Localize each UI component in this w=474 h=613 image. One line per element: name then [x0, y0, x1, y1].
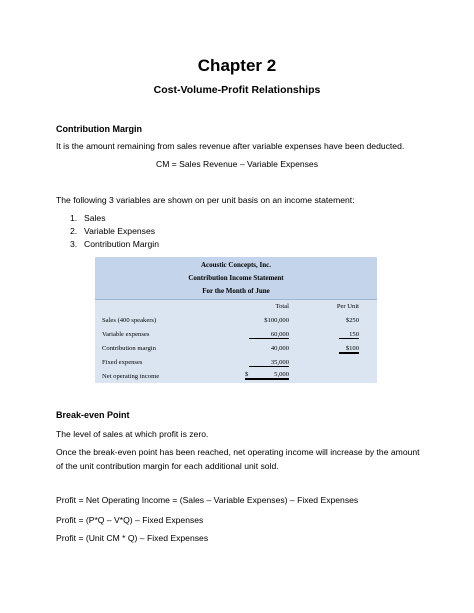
income-statement-table [95, 257, 377, 383]
list-item: 1. Sales [70, 213, 106, 223]
row-label-fixed-expenses: Fixed expenses [102, 359, 143, 366]
row-total-variable-expenses: 60,000 [249, 331, 289, 339]
contribution-margin-definition: It is the amount remaining from sales revenue after variable expenses have been deducted. [56, 141, 405, 151]
profit-formula-2: Profit = (P*Q – V*Q) – Fixed Expenses [56, 515, 204, 525]
chapter-subtitle: Cost-Volume-Profit Relationships [153, 84, 321, 96]
row-total-net-operating-income: $ 5,000 [245, 371, 289, 378]
variables-intro: The following 3 variables are shown on per unit basis on an income statement: [56, 195, 355, 205]
list-item: 2. Variable Expenses [70, 226, 156, 236]
statement-period: For the Month of June [202, 287, 270, 295]
break-even-explanation-line1: Once the break-even point has been reached, net operating income will increase by the amount [56, 447, 420, 457]
break-even-heading: Break-even Point [56, 410, 130, 420]
row-total-contribution-margin: 40,000 [270, 345, 289, 352]
profit-formula-3: Profit = (Unit CM * Q) – Fixed Expenses [56, 533, 209, 543]
row-per-unit-variable-expenses: 150 [339, 331, 359, 339]
profit-formula-1: Profit = Net Operating Income = (Sales – Variable Expenses) – Fixed Expenses [56, 495, 359, 505]
row-total-sales: $100,000 [264, 317, 289, 324]
row-per-unit-sales: $250 [345, 317, 359, 324]
variables-list [70, 212, 159, 251]
statement-name: Contribution Income Statement [188, 274, 284, 282]
list-item: 3. Contribution Margin [70, 239, 159, 249]
column-header-per-unit: Per Unit [336, 303, 359, 310]
row-per-unit-contribution-margin: $100 [339, 345, 359, 354]
contribution-margin-heading: Contribution Margin [56, 124, 142, 134]
contribution-margin-formula: CM = Sales Revenue – Variable Expenses [155, 159, 319, 169]
break-even-explanation-line2: of the unit contribution margin for each additional unit sold. [56, 461, 279, 471]
break-even-definition: The level of sales at which profit is zero. [56, 429, 209, 439]
row-label-net-operating-income: Net operating income [102, 373, 160, 380]
chapter-title: Chapter 2 [197, 56, 277, 75]
column-header-total: Total [275, 303, 289, 310]
row-label-contribution-margin: Contribution margin [102, 345, 156, 352]
row-label-sales: Sales (400 speakers) [102, 317, 157, 324]
row-total-fixed-expenses: 35,000 [249, 359, 289, 367]
company-name: Acoustic Concepts, Inc. [201, 261, 271, 269]
table-header [95, 257, 377, 300]
row-label-variable-expenses: Variable expenses [102, 331, 150, 338]
